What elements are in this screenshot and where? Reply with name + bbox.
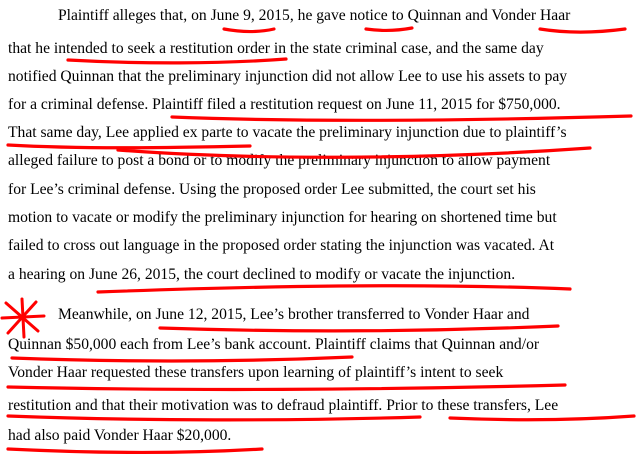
paragraph-1-line-8: motion to vacate or modify the preliminary injunction for hearing on shortened time but bbox=[8, 209, 557, 226]
paragraph-2-line-5: had also paid Vonder Haar $20,000. bbox=[8, 427, 232, 444]
paragraph-1-line-10: a hearing on June 26, 2015, the court declined to modify or vacate the injunction. bbox=[8, 266, 516, 283]
paragraph-2-line-1: Meanwhile, on June 12, 2015, Lee’s brother transferred to Vonder Haar and bbox=[58, 306, 530, 323]
paragraph-1-line-5: That same day, Lee applied ex parte to vacate the preliminary injunction due to plaintiff’s bbox=[8, 124, 567, 141]
paragraph-1-line-2: that he intended to seek a restitution order in the state criminal case, and the same day bbox=[8, 40, 544, 57]
paragraph-2-line-2: Quinnan $50,000 each from Lee’s bank account. Plaintiff claims that Quinnan and/or bbox=[8, 336, 540, 353]
paragraph-1-line-4: for a criminal defense. Plaintiff filed a restitution request on June 11, 2015 for $750,000. bbox=[8, 96, 561, 113]
paragraph-1-line-3: notified Quinnan that the preliminary injunction did not allow Lee to use his assets to pay bbox=[8, 68, 568, 85]
paragraph-1-line-7: for Lee’s criminal defense. Using the proposed order Lee submitted, the court set his bbox=[8, 181, 536, 198]
paragraph-1-line-1: Plaintiff alleges that, on June 9, 2015, he gave notice to Quinnan and Vonder Haar bbox=[58, 7, 571, 24]
paragraph-2-line-3: Vonder Haar requested these transfers upon learning of plaintiff’s intent to seek bbox=[8, 364, 504, 381]
paragraph-1-line-9: failed to cross out language in the proposed order stating the injunction was vacated. At bbox=[8, 237, 555, 254]
paragraph-2-line-4: restitution and that their motivation was to defraud plaintiff. Prior to these transfers, Lee bbox=[8, 397, 559, 414]
paragraph-1-line-6: alleged failure to post a bond or to modify the preliminary injunction to allow payment bbox=[8, 152, 551, 169]
